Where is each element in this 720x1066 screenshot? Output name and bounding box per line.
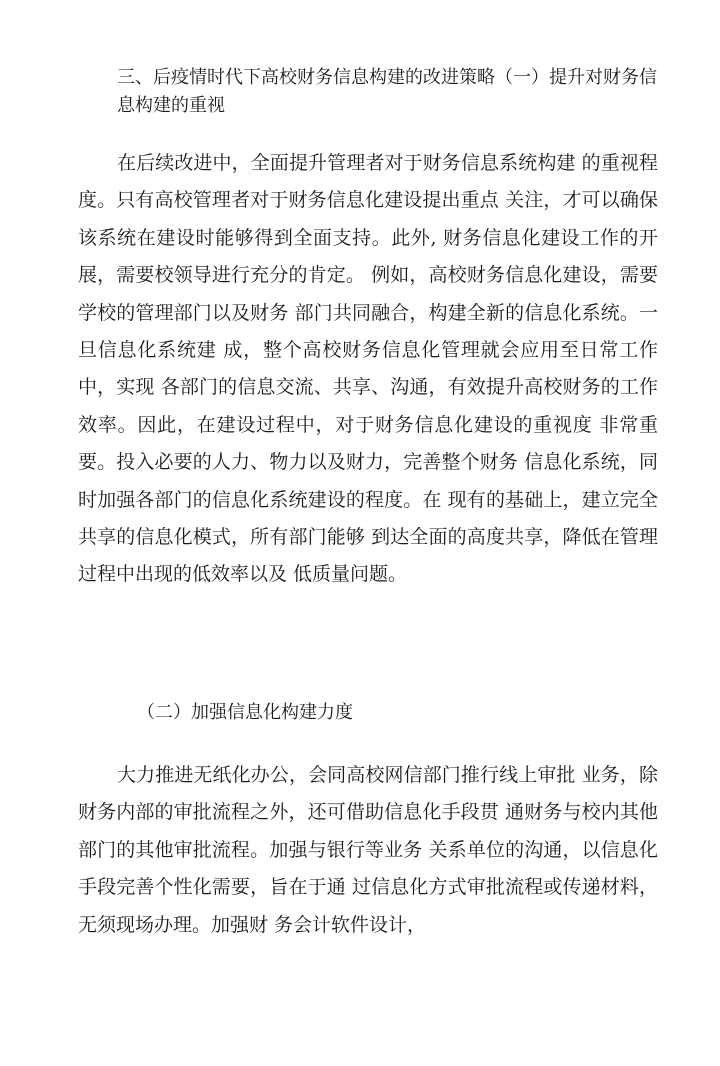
section-heading: 三、后疫情时代下高校财务信息构建的改进策略（一）提升对财务信息构建的重视 <box>117 67 657 116</box>
body-paragraph-2: 大力推进无纸化办公，会同高校网信部门推行线上审批 业务，除财务内部的审批流程之外，还可借助信息化手段贯 通财务与校内其他部门的其他审批流程。加强与银行等业务 关系单位的沟通，以信息化手段完善个性化需要，旨在于通 过信息化方式审批流程或传递材料，无须现场办理。加强财 务会计软件设计， <box>78 764 658 936</box>
body-paragraph-1: 在后续改进中，全面提升管理者对于财务信息系统构建 的重视程度。只有高校管理者对于财务信息化建设提出重点 关注，才可以确保该系统在建设时能够得到全面支持。此外, 财务信息化建设工作的开展，需要校领导进行充分的肯定。 例如，高校财务信息化建设，需要学校的管理部门以及财务 部门共同融合，构建全新的信息化系统。一旦信息化系统建 成，整个高校财务信息化管理就会应用至日常工作中，实现 各部门的信息交流、共享、沟通，有效提升高校财务的工作 效率。因此，在建设过程中，对于财务信息化建设的重视度 非常重要。投入必要的人力、物力以及财力，完善整个财务 信息化系统，同时加强各部门的信息化系统建设的程度。在 现有的基础上，建立完全共享的信息化模式，所有部门能够 到达全面的高度共享，降低在管理过程中出现的低效率以及 低质量问题。 <box>78 152 658 586</box>
subsection-heading: （二）加强信息化构建力度 <box>137 702 353 723</box>
